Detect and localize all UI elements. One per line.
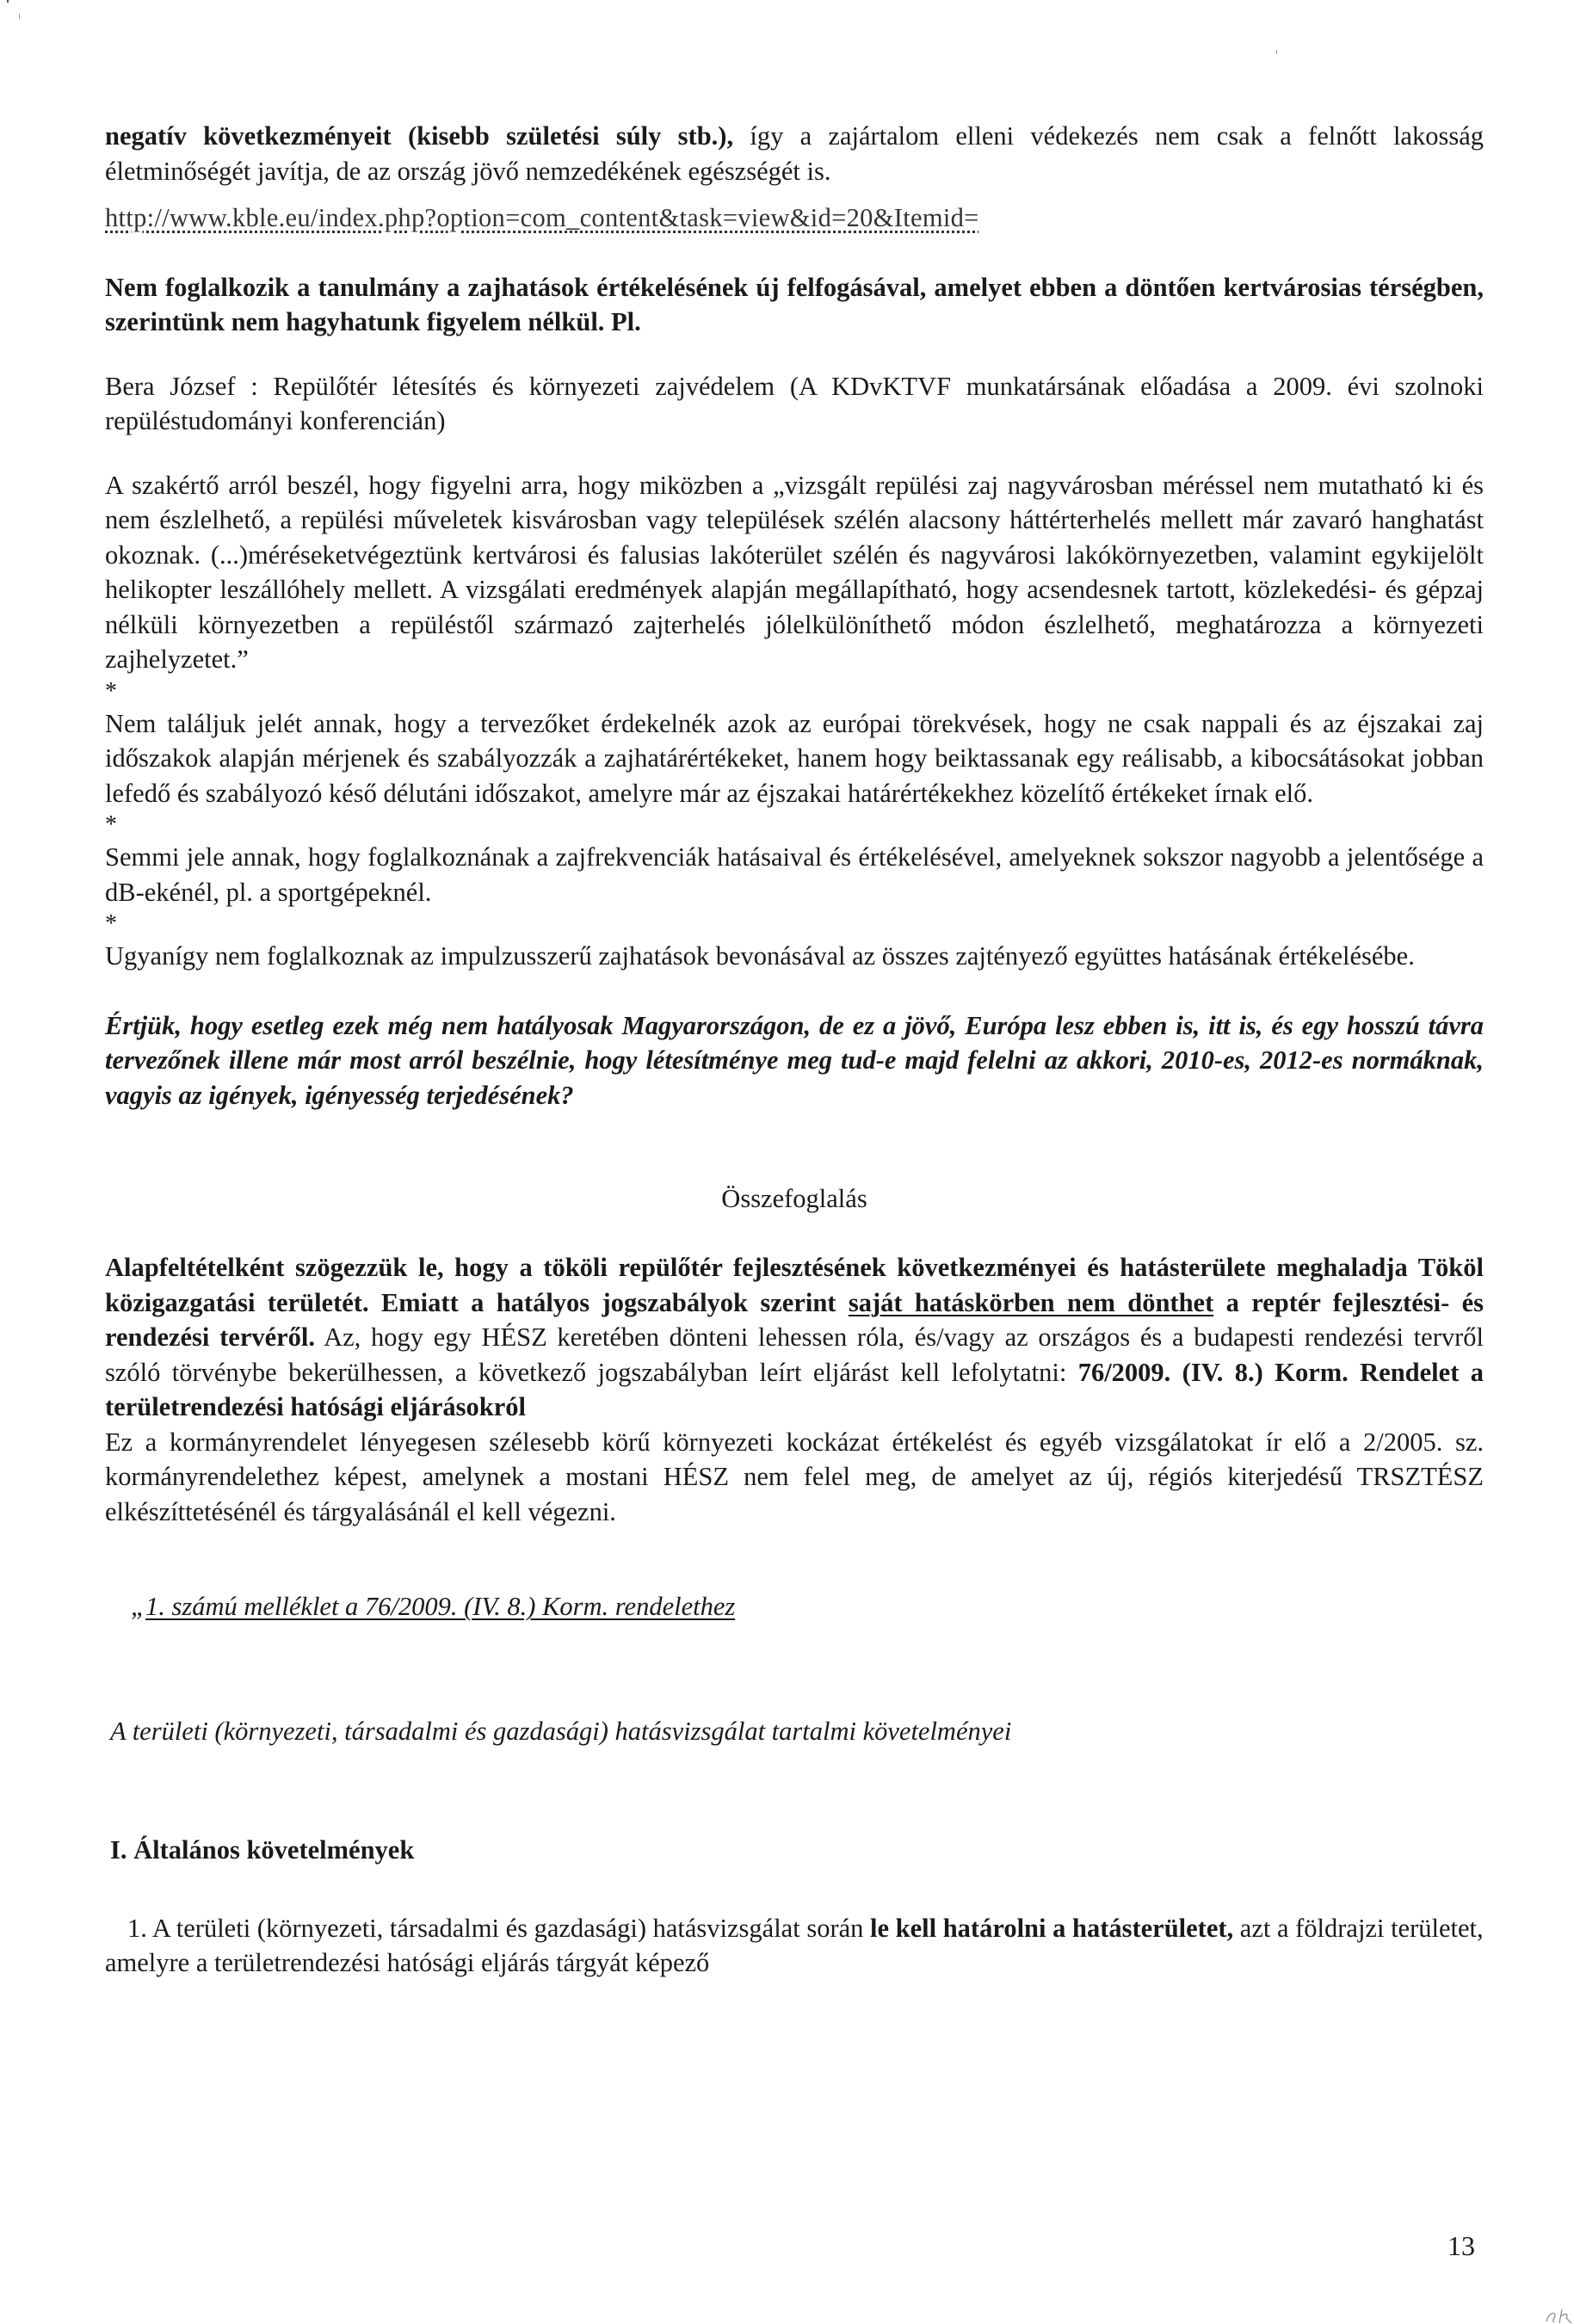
section-heading: I. Általános követelmények xyxy=(110,1835,415,1865)
separator-star: * xyxy=(105,910,117,937)
scan-artifact xyxy=(19,14,20,19)
paragraph-summary-main: Alapfeltételként szögezzük le, hogy a tököli repülőtér fejlesztésének következményei és hatásterülete meghaladja Tököl közigazgatási területét. Emiatt a hatályos jogszabályok szerint saját hatáskörben nem dönthet a reptér fejlesztési- és rendezési tervéről. Az, hogy egy HÉSZ keretében dönteni lehessen róla, és/vagy az országos és a budapesti rendezési tervről szóló törvénybe bekerülhessen, a következő jogszabályban leírt eljárást kell lefolytatni: 76/2009. (IV. 8.) Korm. Rendelet a területrendezési hatósági eljárásokról xyxy=(105,1253,1484,1421)
paragraph-health-effects: negatív következményeit (kisebb születési súly stb.), így a zajártalom elleni védekezés nem csak a felnőtt lakosság életminőségét javítja, de az ország jövő nemzedékének egészségét is. xyxy=(105,121,1484,186)
paragraph-summary-regulation: Ez a kormányrendelet lényegesen szélesebb körű környezeti kockázat értékelést és egyéb vizsgálatokat ír elő a 2/2005. sz. kormányrendelethez képest, amelynek a mostani HÉSZ nem felel meg, de amelyet az új, régiós kiterjedésű TRSZTÉSZ elkészíttetésénél és tárgyalásánál el kell végezni. xyxy=(105,1427,1484,1526)
regulation-reference: 76/2009. (IV. 8.) Korm. Rendelet a területrendezési hatósági eljárásokról xyxy=(105,1357,1484,1421)
bold-text: negatív következményeit (kisebb születési súly stb.), xyxy=(105,121,734,151)
paragraph-future-norms: Értjük, hogy esetleg ezek még nem hatályosak Magyarországon, de ez a jövő, Európa lesz ebben is, itt is, és egy hosszú távra tervezőnek illene már most arról beszélnie, hogy létesítménye meg tud-e majd felelni az akkori, 2010-es, 2012-es normáknak, vagyis az igények, igényesség terjedésének? xyxy=(105,1010,1484,1110)
paragraph-eu-trends: Nem találjuk jelét annak, hogy a tervezőket érdekelnék azok az európai törekvések, hogy ne csak nappali és az éjszakai zaj időszakok alapján mérjenek és szabályozzák a zajhatárértékeket, hanem hogy beiktassanak egy reálisabb, a kibocsátásokat jobban lefedő és szabályozó késő délutáni időszakot, amelyre már az éjszakai határértékekhez közelítő értékeket írnak elő. xyxy=(105,708,1484,808)
annex-title: „1. számú melléklet a 76/2009. (IV. 8.) Korm. rendelethez xyxy=(131,1592,736,1621)
document-page xyxy=(105,119,1484,1981)
scan-artifact xyxy=(1276,50,1277,54)
source-link[interactable]: http://www.kble.eu/index.php?option=com_content&task=view&id=20&Itemid= xyxy=(105,203,979,232)
separator-star: * xyxy=(105,677,117,705)
summary-heading: Összefoglalás xyxy=(721,1184,867,1213)
paragraph-requirement-1: 1. A területi (környezeti, társadalmi és gazdasági) hatásvizsgálat során le kell határolni a hatásterületet, azt a földrajzi területet, amelyre a területrendezési hatósági eljárás tárgyát képező xyxy=(105,1913,1484,1977)
annex-subtitle: A területi (környezeti, társadalmi és gazdasági) hatásvizsgálat tartalmi követelményei xyxy=(110,1716,1012,1746)
paragraph-impulse-noise: Ugyanígy nem foglalkoznak az impulzusszerű zajhatások bevonásával az összes zajtényező együttes hatásának értékelésébe. xyxy=(105,941,1415,971)
separator-star: * xyxy=(105,811,117,838)
paragraph-reference: Bera József : Repülőtér létesítés és környezeti zajvédelem (A KDvKTVF munkatársának előadása a 2009. évi szolnoki repüléstudományi konferencián) xyxy=(105,371,1484,435)
underlined-text: saját hatáskörben nem dönthet xyxy=(848,1287,1214,1317)
paragraph-expert-quote: A szakértő arról beszél, hogy figyelni arra, hogy miközben a „vizsgált repülési zaj nagyvárosban méréssel nem mutatható ki és nem észlelhető, a repülési műveletek kisvárosban vagy települések szélén alacsony háttérterhelés mellett már zavaró hanghatást okoznak. (...)méréseketvégeztünk kertvárosi és falusias lakóterület szélén és nagyvárosi lakókörnyezetben, valamint egykijelölt helikopter leszállóhely mellett. A vizsgálati eredmények alapján megállapítható, hogy acsendesnek tartott, közlekedési- és gépzaj nélküli környezetben a repüléstől származó zajterhelés jólelkülöníthető módon észlelhető, meghatározza a környezeti zajhelyzetet.” xyxy=(105,470,1484,674)
handwritten-initials-icon xyxy=(1543,2299,1574,2324)
scan-artifact xyxy=(7,0,9,3)
paragraph-frequency: Semmi jele annak, hogy foglalkoznának a zajfrekvenciák hatásaival és értékelésével, amelyeknek sokszor nagyobb a jelentősége a dB-ekénél, pl. a sportgépeknél. xyxy=(105,842,1484,907)
paragraph-study-critique: Nem foglalkozik a tanulmány a zajhatások értékelésének új felfogásával, amelyet ebben a döntően kertvárosias térségben, szerintünk nem hagyhatunk figyelem nélkül. Pl. xyxy=(105,272,1484,336)
page-number: 13 xyxy=(1447,2230,1475,2261)
